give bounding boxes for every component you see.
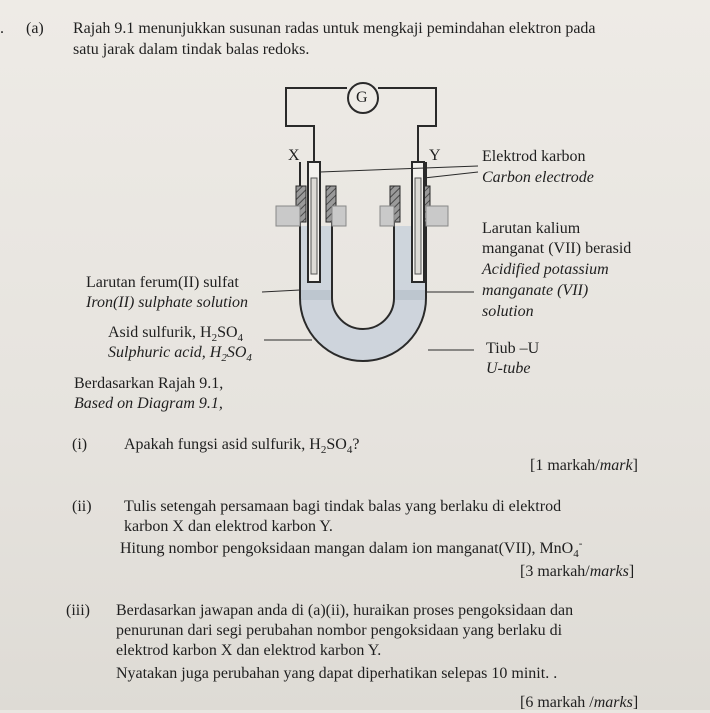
electrode-y-label: Y — [429, 147, 441, 164]
q-iii-line-3: elektrod karbon X dan elektrod karbon Y. — [116, 642, 382, 659]
q-ii-marks: [3 markah/marks] — [520, 563, 635, 580]
label-acid-en: Sulphuric acid, $H_2SO_4$ — [108, 344, 252, 365]
q-i-text: Apakah fungsi asid sulfurik, $H_2SO_4$? — [124, 436, 360, 457]
label-tube-en: U-tube — [486, 360, 531, 377]
label-tube-my: Tiub –U — [486, 340, 540, 357]
label-iron-en: Iron(II) sulphate solution — [86, 294, 249, 311]
q-ii-line-3: Hitung nombor pengoksidaan mangan dalam ion manganat(VII), MnO$_4$- — [120, 537, 583, 561]
based-on-en: Based on Diagram 9.1, — [74, 395, 223, 412]
q-i-number: (i) — [72, 436, 88, 453]
based-on-my: Berdasarkan Rajah 9.1, — [74, 375, 224, 392]
label-kmno4-en-3: solution — [482, 303, 534, 320]
electrode-x-label: X — [288, 147, 300, 164]
q-ii-number: (ii) — [72, 498, 92, 515]
intro-line-1: Rajah 9.1 menunjukkan susunan radas untuk mengkaji pemindahan elektron pada — [73, 20, 596, 37]
label-kmno4-my-2: manganat (VII) berasid — [482, 240, 632, 257]
label-kmno4-en-2: manganate (VII) — [482, 282, 589, 299]
label-iron-my: Larutan ferum(II) sulfat — [86, 274, 239, 291]
label-carbon-en: Carbon electrode — [482, 169, 594, 186]
intro-line-2: satu jarak dalam tindak balas redoks. — [73, 41, 310, 58]
q-iii-line-4: Nyatakan juga perubahan yang dapat diperhatikan selepas 10 minit. . — [116, 665, 558, 682]
q-iii-number: (iii) — [66, 602, 90, 619]
label-kmno4-en-1: Acidified potassium — [482, 261, 609, 278]
q-iii-line-1: Berdasarkan jawapan anda di (a)(ii), huraikan proses pengoksidaan dan — [116, 602, 574, 619]
label-acid-my: Asid sulfurik, $H_2SO_4$ — [108, 324, 244, 345]
q-i-marks: [1 markah/mark] — [530, 457, 638, 474]
q-iii-line-2: penurunan dari segi perubahan nombor pengoksidaan yang berlaku di — [116, 622, 563, 639]
q-ii-line-1: Tulis setengah persamaan bagi tindak balas yang berlaku di elektrod — [124, 498, 562, 515]
label-kmno4-my-1: Larutan kalium — [482, 220, 581, 237]
galvanometer-label: G — [356, 89, 368, 106]
q-iii-marks: [6 markah /marks] — [520, 694, 639, 711]
label-carbon-my: Elektrod karbon — [482, 148, 586, 165]
q-ii-line-2: karbon X dan elektrod karbon Y. — [124, 518, 333, 535]
bullet-mark: . — [0, 20, 4, 37]
question-marker: (a) — [26, 20, 44, 37]
